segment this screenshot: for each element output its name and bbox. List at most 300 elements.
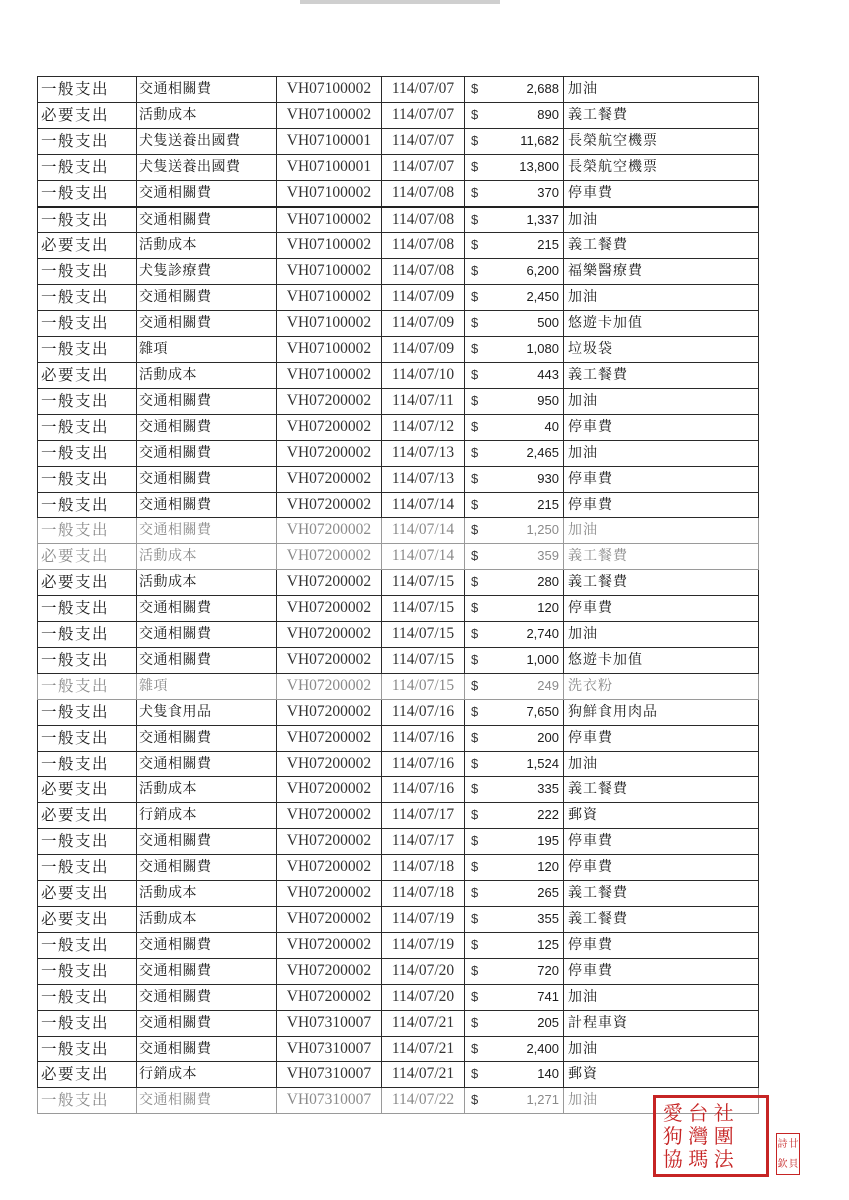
amount-cell: [465, 829, 564, 855]
voucher-cell: VH07200002: [277, 881, 382, 907]
table-row: [38, 77, 759, 103]
amount-value: 40: [544, 418, 559, 434]
amount-value: 222: [537, 807, 559, 823]
voucher-cell: VH07100002: [277, 285, 382, 311]
date-cell: 114/07/07: [382, 102, 465, 128]
voucher-cell: VH07200002: [277, 414, 382, 440]
table-row: [38, 751, 759, 777]
currency-symbol: $: [471, 315, 479, 331]
amount-wrap: [465, 933, 563, 958]
expense-type-cell: 一般支出: [38, 180, 137, 206]
amount-wrap: [465, 233, 563, 258]
amount-value: 215: [537, 496, 559, 512]
expense-type-cell: 一般支出: [38, 984, 137, 1010]
date-cell: 114/07/15: [382, 673, 465, 699]
expense-type-cell: 一般支出: [38, 1010, 137, 1036]
voucher-cell: VH07100002: [277, 337, 382, 363]
date-cell: 114/07/15: [382, 622, 465, 648]
expense-type-cell: 一般支出: [38, 647, 137, 673]
amount-cell: [465, 622, 564, 648]
amount-wrap: [465, 622, 563, 647]
amount-wrap: [465, 596, 563, 621]
expense-type-cell: 一般支出: [38, 207, 137, 233]
amount-cell: [465, 492, 564, 518]
amount-wrap: [465, 674, 563, 699]
table-row: [38, 544, 759, 570]
amount-value: 200: [537, 729, 559, 745]
currency-symbol: $: [471, 418, 479, 434]
currency-symbol: $: [471, 548, 479, 564]
date-cell: 114/07/07: [382, 128, 465, 154]
expense-type-cell: 一般支出: [38, 285, 137, 311]
table-row: [38, 932, 759, 958]
expense-type-cell: 一般支出: [38, 311, 137, 337]
amount-value: 1,250: [526, 522, 559, 538]
currency-symbol: $: [471, 755, 479, 771]
amount-wrap: [465, 726, 563, 751]
category-cell: 交通相關費: [137, 1010, 277, 1036]
amount-wrap: [465, 311, 563, 336]
expense-type-cell: 一般支出: [38, 1036, 137, 1062]
amount-value: 215: [537, 237, 559, 253]
amount-cell: [465, 207, 564, 233]
date-cell: 114/07/21: [382, 1062, 465, 1088]
amount-cell: [465, 518, 564, 544]
note-cell: 長榮航空機票: [564, 128, 759, 154]
date-cell: 114/07/10: [382, 362, 465, 388]
note-cell: 計程車資: [564, 1010, 759, 1036]
amount-wrap: [465, 155, 563, 180]
amount-cell: [465, 673, 564, 699]
date-cell: 114/07/20: [382, 984, 465, 1010]
voucher-cell: VH07200002: [277, 907, 382, 933]
amount-wrap: [465, 518, 563, 543]
currency-symbol: $: [471, 600, 479, 616]
voucher-cell: VH07200002: [277, 647, 382, 673]
amount-cell: [465, 154, 564, 180]
table-row: [38, 233, 759, 259]
currency-symbol: $: [471, 1014, 479, 1030]
category-cell: 活動成本: [137, 777, 277, 803]
note-cell: 加油: [564, 285, 759, 311]
expense-type-cell: 一般支出: [38, 751, 137, 777]
table-row: [38, 984, 759, 1010]
category-cell: 交通相關費: [137, 180, 277, 206]
note-cell: 停車費: [564, 414, 759, 440]
date-cell: 114/07/16: [382, 751, 465, 777]
voucher-cell: VH07200002: [277, 855, 382, 881]
expense-type-cell: 一般支出: [38, 622, 137, 648]
date-cell: 114/07/08: [382, 259, 465, 285]
note-cell: 義工餐費: [564, 881, 759, 907]
category-cell: 交通相關費: [137, 77, 277, 103]
amount-value: 359: [537, 548, 559, 564]
amount-wrap: [465, 208, 563, 233]
expense-type-cell: 一般支出: [38, 932, 137, 958]
date-cell: 114/07/08: [382, 180, 465, 206]
category-cell: 雜項: [137, 673, 277, 699]
amount-cell: [465, 337, 564, 363]
date-cell: 114/07/13: [382, 440, 465, 466]
category-cell: 活動成本: [137, 102, 277, 128]
amount-wrap: [465, 493, 563, 518]
table-row: [38, 1036, 759, 1062]
currency-symbol: $: [471, 392, 479, 408]
amount-cell: [465, 77, 564, 103]
organization-seal-stamp: 愛 台 社 狗 灣 團 協 瑪 法: [653, 1095, 769, 1177]
ledger-body: [38, 77, 759, 1114]
date-cell: 114/07/07: [382, 77, 465, 103]
amount-value: 1,524: [526, 755, 559, 771]
amount-cell: [465, 440, 564, 466]
table-row: [38, 673, 759, 699]
category-cell: 交通相關費: [137, 647, 277, 673]
amount-cell: [465, 803, 564, 829]
date-cell: 114/07/21: [382, 1010, 465, 1036]
currency-symbol: $: [471, 859, 479, 875]
note-cell: 加油: [564, 1088, 759, 1114]
expense-type-cell: 一般支出: [38, 77, 137, 103]
voucher-cell: VH07310007: [277, 1062, 382, 1088]
expense-type-cell: 一般支出: [38, 958, 137, 984]
category-cell: 交通相關費: [137, 414, 277, 440]
table-row: [38, 311, 759, 337]
date-cell: 114/07/16: [382, 699, 465, 725]
date-cell: 114/07/18: [382, 855, 465, 881]
table-row: [38, 622, 759, 648]
category-cell: 交通相關費: [137, 622, 277, 648]
currency-symbol: $: [471, 807, 479, 823]
table-row: [38, 259, 759, 285]
amount-value: 265: [537, 885, 559, 901]
expense-type-cell: 必要支出: [38, 803, 137, 829]
scan-top-mark: [300, 0, 500, 4]
date-cell: 114/07/17: [382, 803, 465, 829]
note-cell: 加油: [564, 1036, 759, 1062]
note-cell: 加油: [564, 77, 759, 103]
table-row: [38, 881, 759, 907]
amount-value: 355: [537, 911, 559, 926]
date-cell: 114/07/18: [382, 881, 465, 907]
date-cell: 114/07/21: [382, 1036, 465, 1062]
table-row: [38, 207, 759, 233]
expense-type-cell: 必要支出: [38, 233, 137, 259]
voucher-cell: VH07100002: [277, 102, 382, 128]
category-cell: 交通相關費: [137, 751, 277, 777]
amount-value: 950: [537, 392, 559, 408]
expense-type-cell: 必要支出: [38, 777, 137, 803]
currency-symbol: $: [471, 651, 479, 667]
amount-cell: [465, 751, 564, 777]
amount-value: 1,080: [526, 341, 559, 357]
amount-value: 741: [537, 988, 559, 1004]
note-cell: 義工餐費: [564, 907, 759, 933]
voucher-cell: VH07100002: [277, 233, 382, 259]
amount-cell: [465, 1010, 564, 1036]
table-row: [38, 829, 759, 855]
voucher-cell: VH07200002: [277, 829, 382, 855]
note-cell: 加油: [564, 207, 759, 233]
voucher-cell: VH07200002: [277, 622, 382, 648]
note-cell: 停車費: [564, 466, 759, 492]
amount-wrap: [465, 752, 563, 777]
category-cell: 活動成本: [137, 544, 277, 570]
voucher-cell: VH07200002: [277, 466, 382, 492]
voucher-cell: VH07200002: [277, 777, 382, 803]
voucher-cell: VH07200002: [277, 596, 382, 622]
note-cell: 停車費: [564, 180, 759, 206]
category-cell: 交通相關費: [137, 984, 277, 1010]
amount-cell: [465, 362, 564, 388]
amount-cell: [465, 180, 564, 206]
category-cell: 犬隻送養出國費: [137, 154, 277, 180]
voucher-cell: VH07200002: [277, 751, 382, 777]
note-cell: 停車費: [564, 596, 759, 622]
amount-cell: [465, 311, 564, 337]
note-cell: 郵資: [564, 1062, 759, 1088]
note-cell: 洗衣粉: [564, 673, 759, 699]
expense-type-cell: 必要支出: [38, 570, 137, 596]
currency-symbol: $: [471, 1066, 479, 1082]
note-cell: 加油: [564, 518, 759, 544]
date-cell: 114/07/08: [382, 207, 465, 233]
table-row: [38, 492, 759, 518]
amount-wrap: [465, 129, 563, 154]
currency-symbol: $: [471, 184, 479, 200]
expense-type-cell: 一般支出: [38, 466, 137, 492]
category-cell: 犬隻食用品: [137, 699, 277, 725]
voucher-cell: VH07310007: [277, 1088, 382, 1114]
note-cell: 停車費: [564, 855, 759, 881]
amount-wrap: [465, 467, 563, 492]
note-cell: 停車費: [564, 829, 759, 855]
table-row: [38, 285, 759, 311]
expense-type-cell: 一般支出: [38, 440, 137, 466]
amount-cell: [465, 285, 564, 311]
currency-symbol: $: [471, 781, 479, 797]
currency-symbol: $: [471, 522, 479, 538]
expense-type-cell: 一般支出: [38, 492, 137, 518]
amount-cell: [465, 777, 564, 803]
amount-value: 195: [537, 833, 559, 849]
voucher-cell: VH07200002: [277, 803, 382, 829]
currency-symbol: $: [471, 574, 479, 590]
amount-wrap: [465, 855, 563, 880]
currency-symbol: $: [471, 1040, 479, 1056]
currency-symbol: $: [471, 936, 479, 952]
table-row: [38, 907, 759, 933]
amount-value: 120: [537, 600, 559, 616]
currency-symbol: $: [471, 833, 479, 849]
amount-cell: [465, 958, 564, 984]
note-cell: 加油: [564, 984, 759, 1010]
category-cell: 交通相關費: [137, 518, 277, 544]
voucher-cell: VH07200002: [277, 699, 382, 725]
voucher-cell: VH07200002: [277, 388, 382, 414]
table-row: [38, 803, 759, 829]
date-cell: 114/07/19: [382, 932, 465, 958]
note-cell: 義工餐費: [564, 233, 759, 259]
category-cell: 雜項: [137, 337, 277, 363]
date-cell: 114/07/14: [382, 492, 465, 518]
date-cell: 114/07/16: [382, 725, 465, 751]
amount-value: 280: [537, 574, 559, 590]
category-cell: 活動成本: [137, 881, 277, 907]
amount-wrap: [465, 285, 563, 310]
amount-value: 1,271: [526, 1092, 559, 1108]
voucher-cell: VH07200002: [277, 544, 382, 570]
currency-symbol: $: [471, 626, 479, 642]
amount-cell: [465, 570, 564, 596]
currency-symbol: $: [471, 1092, 479, 1108]
currency-symbol: $: [471, 444, 479, 460]
amount-cell: [465, 102, 564, 128]
table-row: [38, 855, 759, 881]
amount-value: 120: [537, 859, 559, 875]
amount-wrap: [465, 700, 563, 725]
table-row: [38, 154, 759, 180]
date-cell: 114/07/09: [382, 285, 465, 311]
voucher-cell: VH07200002: [277, 725, 382, 751]
voucher-cell: VH07310007: [277, 1036, 382, 1062]
expense-type-cell: 一般支出: [38, 154, 137, 180]
date-cell: 114/07/15: [382, 570, 465, 596]
voucher-cell: VH07100002: [277, 207, 382, 233]
note-cell: 垃圾袋: [564, 337, 759, 363]
category-cell: 交通相關費: [137, 829, 277, 855]
amount-cell: [465, 388, 564, 414]
currency-symbol: $: [471, 132, 479, 148]
voucher-cell: VH07200002: [277, 518, 382, 544]
expense-type-cell: 必要支出: [38, 102, 137, 128]
voucher-cell: VH07200002: [277, 570, 382, 596]
currency-symbol: $: [471, 237, 479, 253]
amount-value: 500: [537, 315, 559, 331]
category-cell: 行銷成本: [137, 1062, 277, 1088]
category-cell: 交通相關費: [137, 855, 277, 881]
currency-symbol: $: [471, 729, 479, 745]
note-cell: 停車費: [564, 725, 759, 751]
category-cell: 犬隻送養出國費: [137, 128, 277, 154]
category-cell: 活動成本: [137, 907, 277, 933]
amount-wrap: [465, 181, 563, 206]
voucher-cell: VH07200002: [277, 932, 382, 958]
category-cell: 交通相關費: [137, 725, 277, 751]
currency-symbol: $: [471, 962, 479, 978]
currency-symbol: $: [471, 158, 479, 174]
voucher-cell: VH07200002: [277, 984, 382, 1010]
voucher-cell: VH07200002: [277, 673, 382, 699]
amount-wrap: [465, 259, 563, 284]
expense-type-cell: 必要支出: [38, 1062, 137, 1088]
currency-symbol: $: [471, 289, 479, 305]
category-cell: 交通相關費: [137, 596, 277, 622]
table-row: [38, 596, 759, 622]
table-row: [38, 337, 759, 363]
voucher-cell: VH07100002: [277, 180, 382, 206]
expense-type-cell: 必要支出: [38, 881, 137, 907]
expense-type-cell: 一般支出: [38, 699, 137, 725]
amount-wrap: [465, 829, 563, 854]
date-cell: 114/07/14: [382, 544, 465, 570]
voucher-cell: VH07200002: [277, 440, 382, 466]
amount-value: 890: [537, 106, 559, 122]
table-row: [38, 1088, 759, 1114]
note-cell: 加油: [564, 622, 759, 648]
amount-value: 249: [537, 677, 559, 693]
expense-type-cell: 一般支出: [38, 414, 137, 440]
note-cell: 停車費: [564, 932, 759, 958]
category-cell: 交通相關費: [137, 958, 277, 984]
currency-symbol: $: [471, 263, 479, 279]
amount-value: 720: [537, 962, 559, 978]
amount-cell: [465, 1062, 564, 1088]
date-cell: 114/07/09: [382, 311, 465, 337]
amount-wrap: [465, 103, 563, 128]
amount-cell: [465, 647, 564, 673]
currency-symbol: $: [471, 341, 479, 357]
currency-symbol: $: [471, 677, 479, 693]
amount-value: 125: [537, 936, 559, 952]
amount-cell: [465, 699, 564, 725]
date-cell: 114/07/14: [382, 518, 465, 544]
amount-wrap: [465, 389, 563, 414]
amount-value: 2,740: [526, 626, 559, 642]
amount-wrap: [465, 337, 563, 362]
table-row: [38, 1062, 759, 1088]
amount-wrap: [465, 777, 563, 802]
note-cell: 悠遊卡加值: [564, 311, 759, 337]
amount-wrap: [465, 544, 563, 569]
date-cell: 114/07/07: [382, 154, 465, 180]
date-cell: 114/07/08: [382, 233, 465, 259]
table-row: [38, 414, 759, 440]
table-row: [38, 180, 759, 206]
amount-value: 140: [537, 1066, 559, 1082]
note-cell: 停車費: [564, 958, 759, 984]
amount-wrap: [465, 1037, 563, 1062]
amount-wrap: [465, 959, 563, 984]
table-row: [38, 725, 759, 751]
voucher-cell: VH07100001: [277, 154, 382, 180]
category-cell: 活動成本: [137, 233, 277, 259]
table-row: [38, 440, 759, 466]
amount-value: 2,450: [526, 289, 559, 305]
amount-value: 2,465: [526, 444, 559, 460]
amount-cell: [465, 1036, 564, 1062]
date-cell: 114/07/17: [382, 829, 465, 855]
note-cell: 加油: [564, 388, 759, 414]
voucher-cell: VH07200002: [277, 492, 382, 518]
currency-symbol: $: [471, 81, 479, 96]
date-cell: 114/07/15: [382, 596, 465, 622]
amount-value: 7,650: [526, 703, 559, 719]
expense-type-cell: 一般支出: [38, 128, 137, 154]
table-row: [38, 388, 759, 414]
voucher-cell: VH07100002: [277, 362, 382, 388]
amount-wrap: [465, 881, 563, 906]
amount-wrap: [465, 1011, 563, 1036]
personal-seal-stamp: 詩 廿 欽 貝: [776, 1133, 800, 1175]
amount-value: 2,688: [526, 81, 559, 96]
currency-symbol: $: [471, 496, 479, 512]
note-cell: 義工餐費: [564, 777, 759, 803]
voucher-cell: VH07200002: [277, 958, 382, 984]
date-cell: 114/07/15: [382, 647, 465, 673]
voucher-cell: VH07100002: [277, 259, 382, 285]
expense-type-cell: 一般支出: [38, 259, 137, 285]
amount-wrap: [465, 985, 563, 1010]
